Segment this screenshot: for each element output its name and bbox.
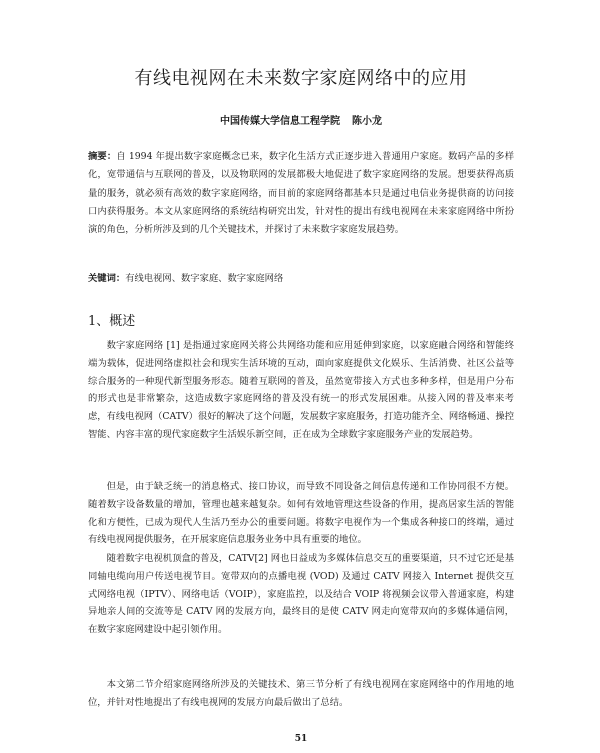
abstract	[88, 148, 514, 239]
author-affiliation: 中国传媒大学信息工程学院	[220, 116, 340, 127]
author-name: 陈小龙	[352, 116, 382, 127]
abstract-text: 自 1994 年提出数字家庭概念已来，数字化生活方式正逐步进入普通用户家庭。数码产品的多样化，宽带通信与互联网的普及，以及物联网的发展都极大地促进了数字家庭网络的发展。想要获得高质量的服务，就必须有高效的数字家庭网络，而目前的家庭网络都基本只是通过电信业务提供商的访问接口内获得服务。本文从家庭网络的系统结构研究出发，针对性的提出有线电视网在未来家庭网络中所扮演的角色，分析所涉及到的几个关键技术，并探讨了未来数字家庭发展趋势。	[88, 151, 514, 236]
paper-title: 有线电视网在未来数字家庭网络中的应用	[134, 68, 468, 89]
body-paragraph: 本文第二节介绍家庭网络所涉及的关键技术、第三节分析了有线电视网在家庭网络中的作用地的地位，并针对性地提出了有线电视网的发展方向最后做出了总结。	[88, 679, 514, 708]
body-paragraph: 但是，由于缺乏统一的消息格式、接口协议，而导致不同设备之间信息传递和工作协同很不方便。随着数字设备数量的增加，管理也越来越复杂。如何有效地管理这些设备的作用，提高居家生活的智能化和方便性，已成为现代人生活乃至办公的重要问题。将数字电视作为一个集成各种接口的终端，通过有线电视网提供服务，在开展家庭信息服务业务中具有重要的地位。	[88, 481, 514, 546]
author-byline	[88, 112, 514, 127]
body-paragraph: 数字家庭网络 [1] 是指通过家庭网关将公共网络功能和应用延伸到家庭，以家庭融合网络和智能终端为载体，促进网络虚拟社会和现实生活环境的互动，面向家庭提供文化娱乐、生活消费、社区公益等综合服务的一种现代新型服务形态。随着互联网的普及，虽然宽带接入方式也多种多样，但是用户分布的形式也是非常繁杂，这造成数字家庭网络的普及没有统一的形式发展困难。从接入网的普及率来考虑，有线电视网（CATV）很好的解决了这个问题，发展数字家庭服务，打造功能齐全、网络畅通、操控智能、内容丰富的现代家庭数字生活娱乐新空间，正在成为全球数字家庭服务产业的发展趋势。	[88, 340, 514, 440]
abstract-label: 摘要：	[88, 151, 117, 162]
keywords	[88, 270, 514, 288]
page-number: 51	[294, 734, 308, 744]
keywords-text: 有线电视网、数字家庭、数字家庭网络	[125, 273, 284, 284]
keywords-label: 关键词：	[88, 273, 126, 284]
section-heading: 1、概述	[88, 314, 136, 329]
body-paragraph: 随着数字电视机顶盒的普及，CATV[2] 网也日益成为多媒体信息交互的重要渠道，只不过它还是基同轴电缆向用户传送电视节目。宽带双向的点播电视 (VOD) 及通过 CATV 网接入 Internet 提供交互式网络电视（IPTV）、网络电话（VOIP），家庭监控，以及结合 VOIP 将视频会议带入普通家庭，构建异地亲人间的交流等是 CATV 网的发展方向，最终目的是使 CATV 网走向宽带双向的多媒体通信网，在数字家庭网建设中起引领作用。	[88, 553, 514, 636]
